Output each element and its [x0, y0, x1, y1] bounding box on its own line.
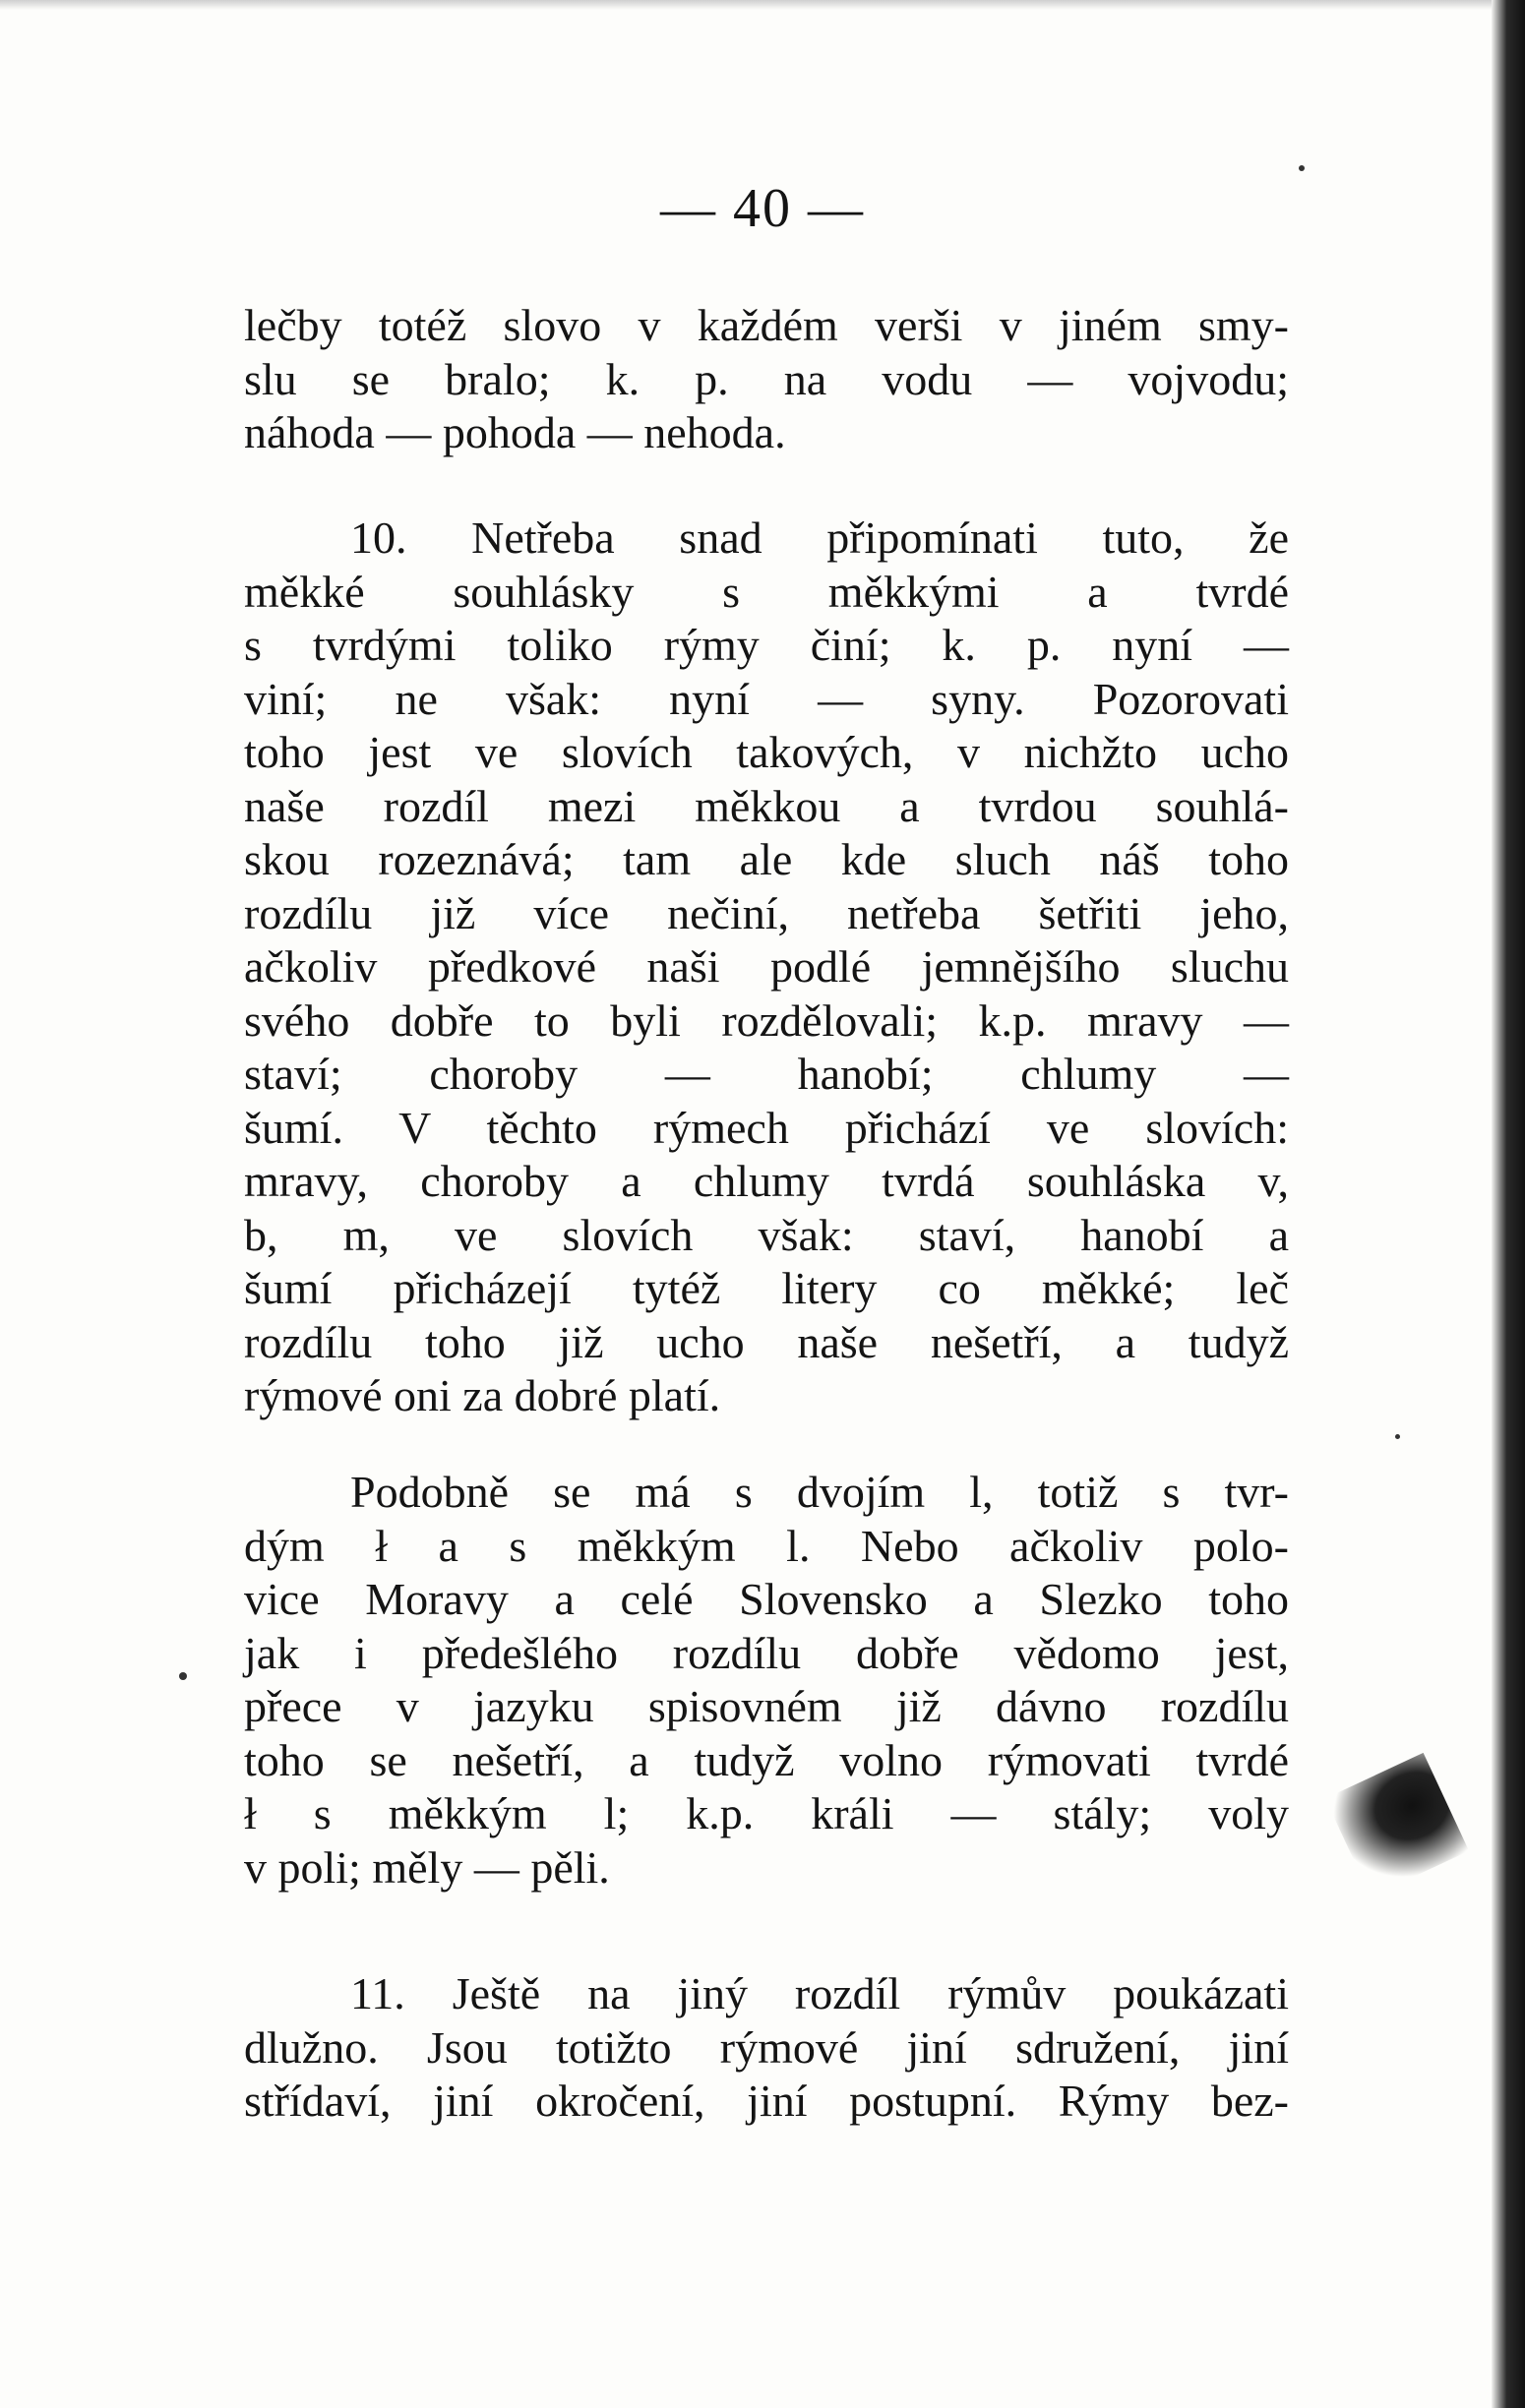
text-line: viní; ne však: nyní — syny. Pozorovati	[244, 673, 1289, 724]
text-line: ačkoliv předkové naši podlé jemnějšího sluchu	[244, 941, 1289, 992]
text-line: svého dobře to byli rozdělovali; k.p. mravy —	[244, 994, 1289, 1046]
text-line: šumí přicházejí tytéž litery co měkké; leč	[244, 1263, 1289, 1313]
paragraph-2	[244, 512, 1289, 1423]
paragraph-4	[244, 1967, 1289, 2129]
text-line: náhoda — pohoda — nehoda.	[244, 407, 786, 457]
text-line: mravy, choroby a chlumy tvrdá souhláska v,	[244, 1156, 1289, 1206]
text-line: měkké souhlásky s měkkými a tvrdé	[244, 566, 1289, 617]
text-line: slu se bralo; k. p. na vodu — vojvodu;	[244, 353, 1289, 404]
ink-speck	[1299, 165, 1305, 171]
text-line: lečby totéž slovo v každém verši v jiném smy-	[244, 300, 1289, 350]
text-line: rozdílu toho již ucho naše nešetří, a tudyž	[244, 1316, 1289, 1367]
ink-smudge	[1325, 1753, 1469, 1896]
text-line: šumí. V těchto rýmech přichází ve slovích:	[244, 1102, 1289, 1153]
text-line: dlužno. Jsou totižto rýmové jiní sdružení, jiní	[244, 2021, 1289, 2073]
text-line: skou rozeznává; tam ale kde sluch náš toho	[244, 834, 1289, 884]
text-line: rozdílu již více nečiní, netřeba šetřiti jeho,	[244, 887, 1289, 938]
text-line: s tvrdými toliko rýmy činí; k. p. nyní —	[244, 620, 1289, 670]
text-line: střídaví, jiní okročení, jiní postupní. Rýmy bez-	[244, 2076, 1289, 2126]
text-line: toho jest ve slovích takových, v nichžto ucho	[244, 727, 1289, 777]
paragraph-3	[244, 1466, 1289, 1895]
ink-speck	[179, 1672, 187, 1680]
text-line: 11. Ještě na jiný rozdíl rýmův poukázati	[350, 1968, 1289, 2018]
text-line: dým ł a s měkkým l. Nebo ačkoliv polo-	[244, 1520, 1289, 1571]
page-binding-edge	[1492, 0, 1525, 2408]
text-line: jak i předešlého rozdílu dobře vědomo jest,	[244, 1627, 1289, 1678]
text-line: ł s měkkým l; k.p. králi — stály; voly	[244, 1788, 1289, 1838]
text-line: 10. Netřeba snad připomínati tuto, že	[350, 512, 1289, 563]
text-line: přece v jazyku spisovném již dávno rozdílu	[244, 1681, 1289, 1731]
text-line: Podobně se má s dvojím l, totiž s tvr-	[350, 1467, 1289, 1517]
text-line: naše rozdíl mezi měkkou a tvrdou souhlá-	[244, 780, 1289, 831]
text-line: v poli; měly — pěli.	[244, 1841, 610, 1893]
ink-speck	[1395, 1434, 1400, 1439]
text-line: b, m, ve slovích však: staví, hanobí a	[244, 1209, 1289, 1260]
text-line: toho se nešetří, a tudyž volno rýmovati tvrdé	[244, 1734, 1289, 1785]
text-line: vice Moravy a celé Slovensko a Slezko toho	[244, 1574, 1289, 1624]
paragraph-1	[244, 299, 1289, 460]
page-top-edge	[0, 0, 1525, 10]
text-line: rýmové oni za dobré platí.	[244, 1370, 721, 1420]
text-line: staví; choroby — hanobí; chlumy —	[244, 1049, 1289, 1099]
page-number: — 40 —	[660, 178, 865, 239]
